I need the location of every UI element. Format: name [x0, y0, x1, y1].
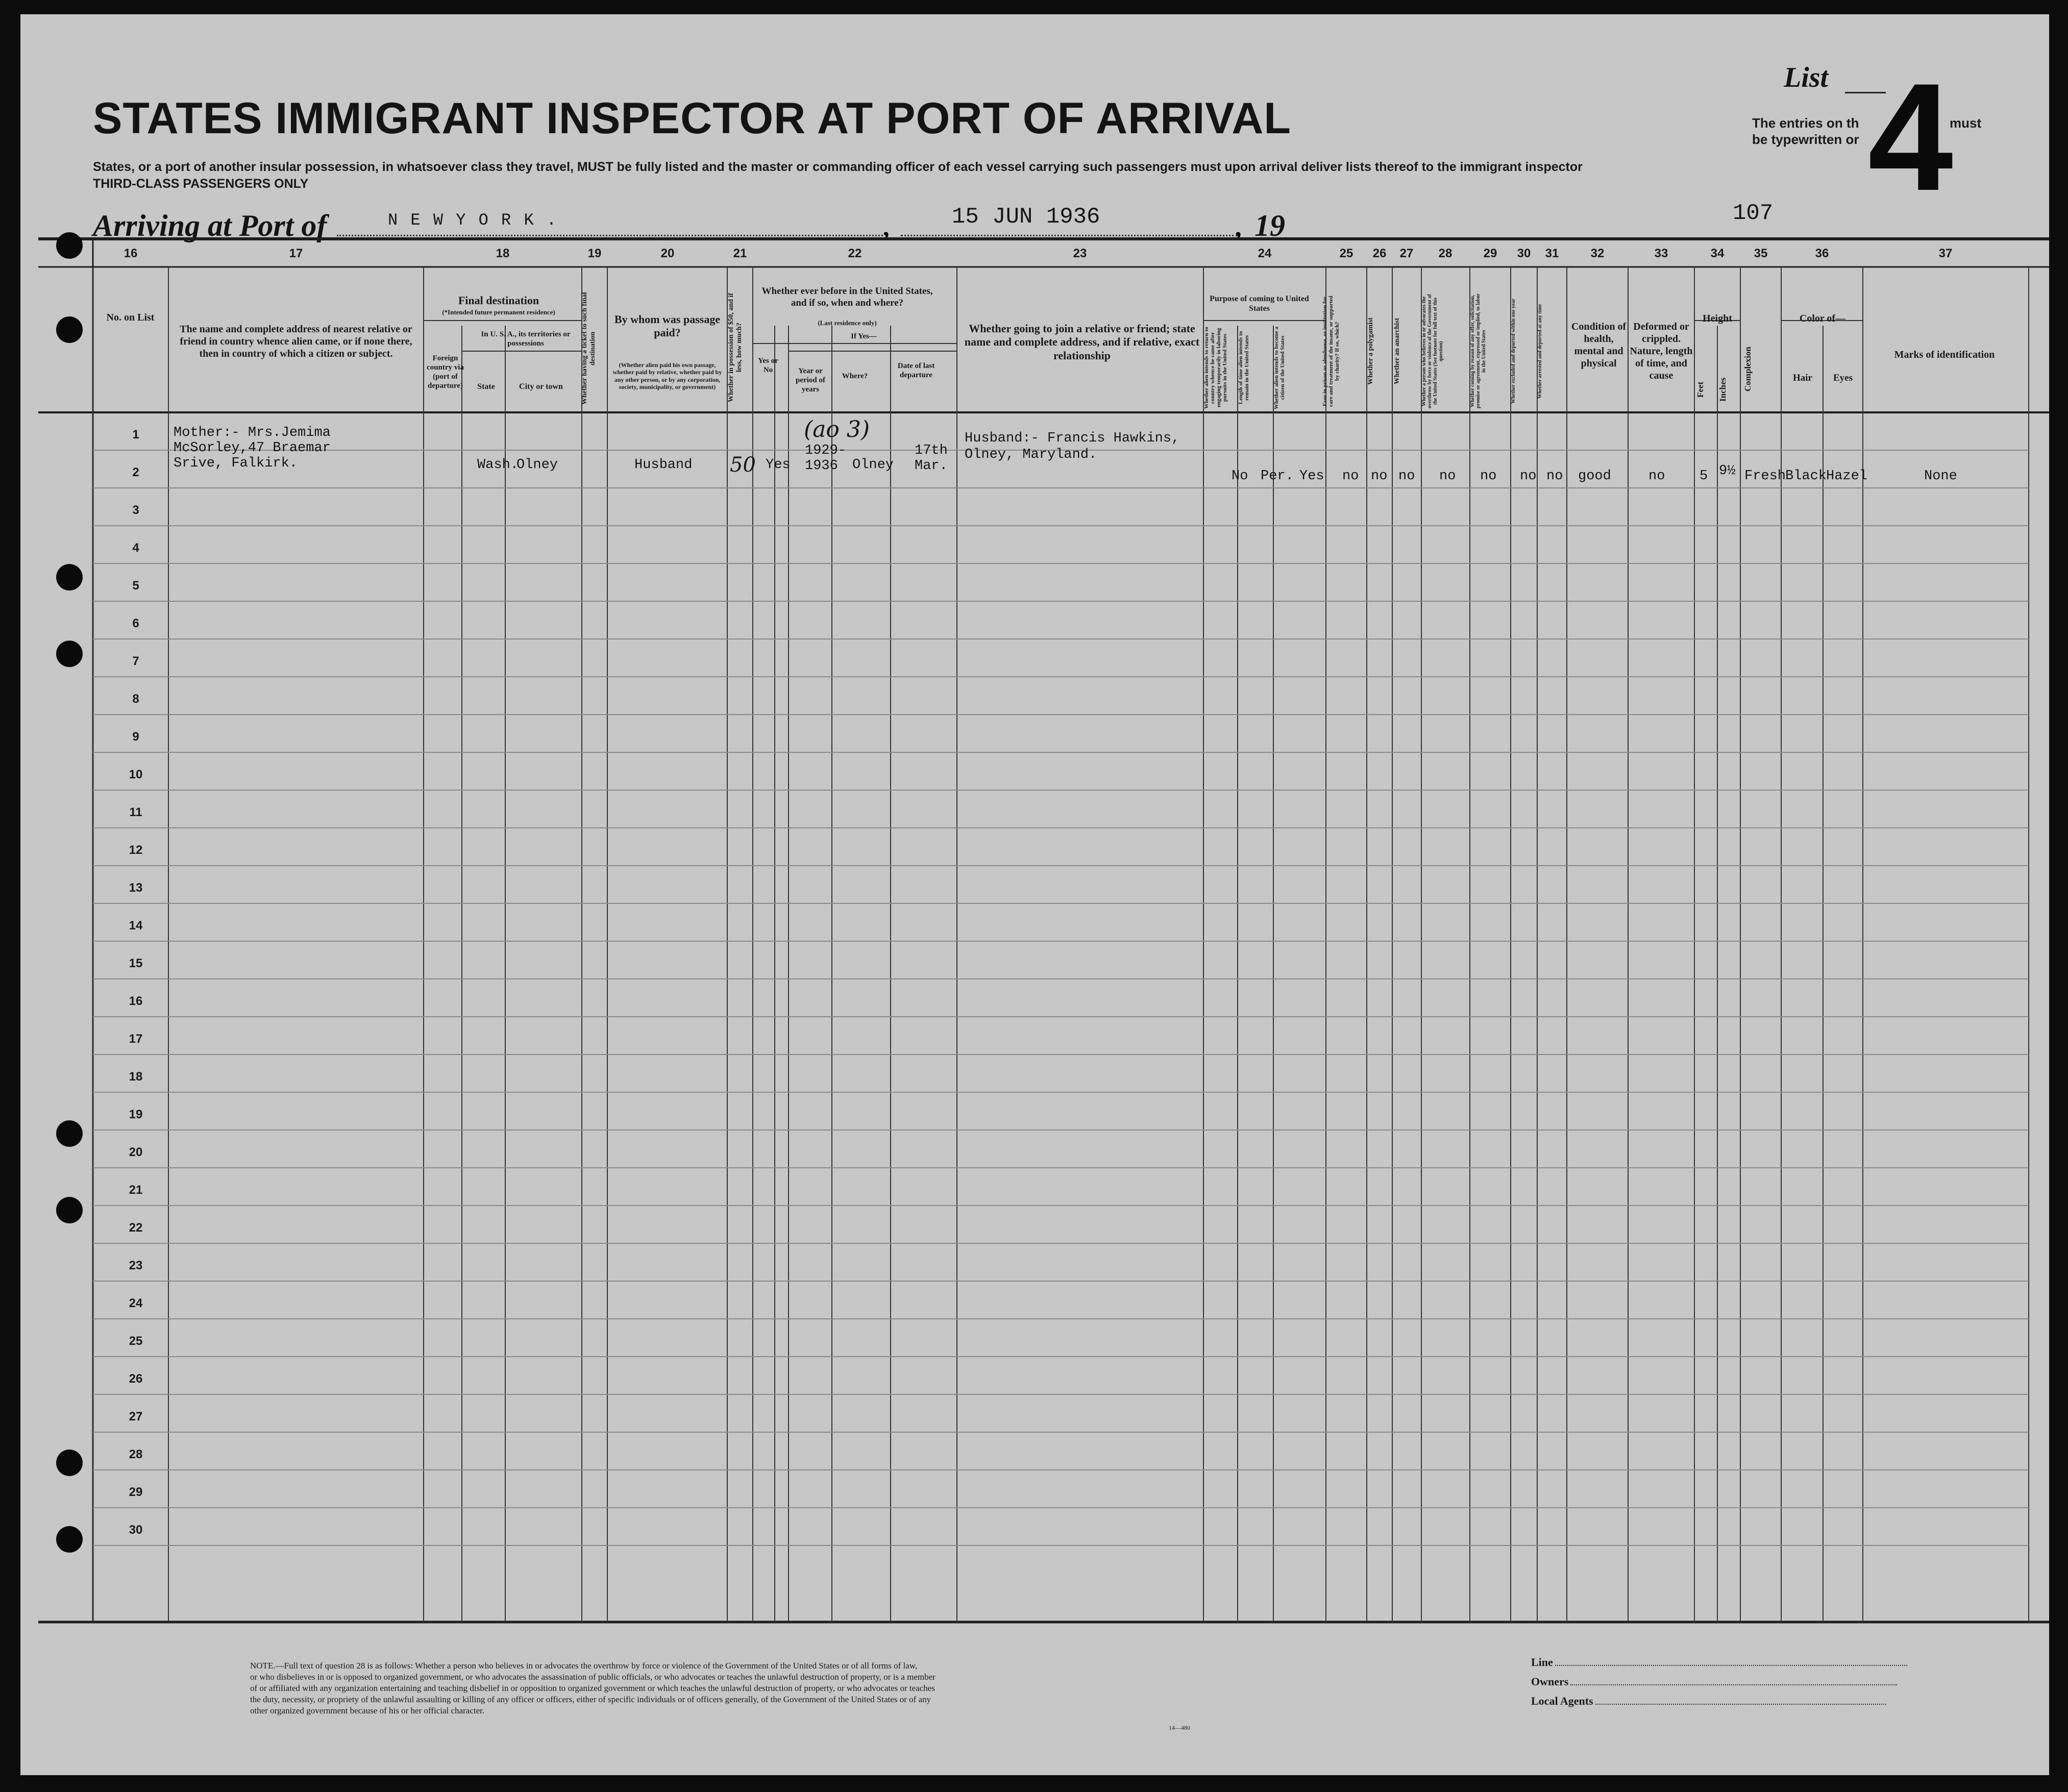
header-relative-address: The name and complete address of nearest relative or friend in country whence alien came, or if none there, then in country of which a citizen or subject.	[180, 324, 412, 359]
binder-hole	[56, 1450, 83, 1476]
entry-state: Wash.	[477, 457, 519, 473]
column-number: 30	[1517, 247, 1531, 260]
header-yes-no: Yes or No	[758, 357, 778, 374]
header-anarchist: Whether an anarchist	[1393, 317, 1401, 385]
entry-years-annotation: (ao 3)	[804, 416, 870, 443]
page-title: STATES IMMIGRANT INSPECTOR AT PORT OF ARRIVAL	[93, 94, 1291, 143]
binder-hole	[56, 564, 83, 591]
header-passage-paid-sub: (Whether alien paid his own passage, whether paid by relative, whether paid by any other person, or by any corporation, society, municipality, or government)	[612, 361, 722, 391]
row-number: 18	[129, 1070, 143, 1084]
row-number: 24	[129, 1296, 143, 1310]
header-money: Whether in possession of $50, and if less, how much?	[727, 292, 743, 402]
column-number: 16	[124, 247, 138, 260]
entry-feet: 5	[1700, 469, 1708, 484]
entry-length: Per.	[1261, 469, 1294, 484]
column-number: 17	[289, 247, 303, 260]
list-label: List	[1784, 62, 1829, 93]
footnote-line-2: or who disbelieves in or is opposed to organized government, or who advocates the assassination of public officials, or who advocates or teaches the unlawful destruction of property, or is a member	[250, 1672, 935, 1682]
row-number: 21	[129, 1183, 143, 1197]
row-number: 5	[132, 579, 139, 593]
entry-deformed: no	[1648, 469, 1665, 484]
entries-note-1: The entries on th	[1752, 115, 1859, 131]
row-number: 8	[132, 692, 139, 706]
column-number: 31	[1545, 247, 1559, 260]
row-number: 3	[132, 503, 139, 517]
column-number: 22	[848, 247, 862, 260]
entry-q28: no	[1439, 469, 1456, 484]
port-value: N E W Y O R K .	[388, 211, 558, 230]
column-number: 37	[1938, 247, 1953, 260]
entry-date	[915, 443, 948, 474]
entry-city: Olney	[516, 457, 558, 473]
entry-relative-line-1: Mother:- Mrs.Jemima	[174, 425, 331, 440]
arriving-label: Arriving at Port of	[93, 209, 327, 242]
entry-eyes: Hazel	[1826, 469, 1868, 484]
column-number: 27	[1399, 247, 1414, 260]
footnote	[250, 1660, 1271, 1716]
entry-return: No	[1232, 469, 1248, 484]
header-return: Whether alien intends to return to country whence he came after engaging temporarily in laboring pursuits in the United States	[1203, 327, 1228, 409]
row-number: 4	[132, 541, 139, 555]
column-number: 19	[587, 247, 602, 260]
entry-anarchist: no	[1398, 469, 1415, 484]
header-in-usa: In U. S. A., its territories or possessions	[481, 330, 571, 348]
footnote-line-3: of or affiliated with any organization entertaining and teaching disbelief in or opposition to organized government or which teaches the unlawful destruction of property, or who advocates or teaches	[250, 1683, 935, 1693]
date-stamp: 15 JUN 1936	[952, 204, 1100, 230]
line-label: Line	[1531, 1653, 1907, 1672]
header-length: Length of time alien intends to remain in the United States	[1238, 331, 1250, 405]
entry-joining-line-2: Olney, Maryland.	[965, 447, 1097, 462]
entry-health: good	[1578, 469, 1611, 484]
row-number: 12	[129, 843, 143, 857]
header-year: Year or period of years	[796, 367, 825, 394]
column-number: 35	[1754, 247, 1768, 260]
column-number: 32	[1590, 247, 1605, 260]
header-purpose: Purpose of coming to United States	[1210, 294, 1309, 313]
binder-hole	[56, 316, 83, 343]
comma: ,	[883, 213, 890, 241]
row-number: 25	[129, 1334, 143, 1348]
entry-relative	[174, 425, 331, 471]
table-grid	[20, 14, 2049, 1775]
binder-hole	[56, 1197, 83, 1223]
header-if-yes: If Yes—	[851, 332, 877, 340]
header-color: Color of—	[1799, 313, 1846, 324]
entry-where: Olney	[852, 457, 894, 473]
year-prefix: 19	[1254, 209, 1285, 242]
entry-years-line-1: 1929-	[805, 443, 847, 458]
row-number: 29	[129, 1485, 143, 1499]
header-before-us: Whether ever before in the United States, and if so, when and where?	[761, 286, 933, 308]
header-citizen: Whether alien intends to become a citizen of the United States	[1273, 326, 1286, 409]
header-hair: Hair	[1793, 373, 1812, 383]
column-number: 34	[1710, 247, 1725, 260]
entry-years	[805, 443, 846, 474]
row-number: 28	[129, 1447, 143, 1461]
column-number: 29	[1483, 247, 1497, 260]
entry-money: 50	[730, 453, 756, 477]
entries-note-2: must	[1950, 115, 1982, 131]
header-marks: Marks of identification	[1894, 349, 1995, 360]
column-number: 20	[660, 247, 675, 260]
row-number: 1	[132, 428, 139, 441]
entry-inches: 9½	[1719, 463, 1736, 479]
header-city: City or town	[519, 382, 563, 391]
row-number: 2	[132, 465, 139, 479]
column-number: 18	[496, 247, 510, 260]
row-number: 16	[129, 994, 143, 1008]
row-number: 14	[129, 919, 143, 932]
entry-relative-line-3: Srive, Falkirk.	[174, 456, 298, 471]
entry-marks: None	[1924, 469, 1957, 484]
entry-joining-line-1: Husband:- Francis Hawkins,	[965, 431, 1180, 446]
entry-before-us: Yes	[766, 457, 791, 473]
header-date-departure: Date of last departure	[897, 362, 935, 379]
header-deformed: Deformed or crippled. Nature, length of time, and cause	[1630, 321, 1693, 381]
row-number: 7	[132, 654, 139, 668]
entry-q30: no	[1520, 469, 1537, 484]
entry-date-line-1: 17th	[915, 443, 948, 458]
header-where: Where?	[842, 372, 868, 380]
entry-joining	[965, 430, 1179, 463]
header-final-destination: Final destination	[458, 294, 539, 307]
entry-relative-line-2: McSorley,47 Braemar	[174, 440, 331, 456]
header-feet: Feet	[1695, 381, 1705, 398]
entry-prison: no	[1342, 469, 1359, 484]
entry-polygamist: no	[1371, 469, 1388, 484]
owners-label: Owners	[1531, 1672, 1907, 1691]
header-height: Height	[1703, 313, 1732, 324]
manifest-sheet	[20, 14, 2049, 1775]
row-number: 22	[129, 1221, 143, 1235]
entry-citizen: Yes	[1299, 469, 1324, 484]
entry-date-line-2: Mar.	[915, 458, 948, 474]
header-final-destination-sub: (*Intended future permanent residence)	[442, 308, 555, 316]
binder-hole	[56, 1526, 83, 1553]
row-number: 10	[129, 768, 143, 781]
page-number: 107	[1733, 201, 1774, 226]
header-no-on-list-text: No. on List	[106, 312, 155, 323]
header-polygamist: Whether a polygamist	[1367, 317, 1374, 385]
entry-complexion: Fresh	[1744, 469, 1786, 484]
header-joining: Whether going to join a relative or friend; state name and complete address, and if relative, exact relationship	[964, 322, 1200, 362]
header-health: Condition of health, mental and physical	[1571, 321, 1627, 369]
header-complexion: Complexion	[1743, 347, 1753, 391]
header-eyes: Eyes	[1833, 373, 1853, 383]
footnote-line-4: the duty, necessity, or propriety of the unlawful assaulting or killing of any officer or officers, either of specific individuals or of officers generally, of the Government of the United States or of any	[250, 1695, 931, 1705]
list-number: 4	[1868, 51, 1953, 223]
row-number: 11	[129, 805, 142, 819]
header-q28: Whether a person who believes in or advocates the overthrow by force or violence of the Government of the United States (See footnote for full text of this question)	[1421, 294, 1444, 408]
header-state: State	[477, 382, 495, 391]
footnote-line-5: other organized government because of his or her official character.	[250, 1706, 485, 1716]
row-number: 17	[129, 1032, 143, 1046]
header-prison: Ever in prison or almshouse, or institution for care and treatment of the insane, or supported by charity? If so, which?	[1322, 296, 1340, 407]
header-before-us-sub: (Last residence only)	[818, 319, 877, 327]
header-q29: Whether coming by reason of any offer, solicitation, promise or agreement, expressed or implied, to labor in the United States	[1470, 293, 1487, 409]
row-number: 19	[129, 1108, 143, 1121]
entries-note-3: be typewritten or	[1752, 132, 1859, 147]
column-number: 24	[1258, 247, 1272, 260]
footnote-line-1: NOTE.—Full text of question 28 is as follows: Whether a person who believes in or advocates the overthrow by force or violence of the Government of the United States or of all forms of law,	[250, 1661, 918, 1671]
entry-years-line-2: 1936	[805, 458, 838, 474]
row-number: 26	[129, 1372, 143, 1386]
instruction-line: States, or a port of another insular possession, in whatsoever class they travel, MUST be fully listed and the master or commanding officer of each vessel carrying such passengers must upon arrival deliver lists thereof to the immigrant inspector	[93, 160, 1583, 174]
column-number: 33	[1654, 247, 1668, 260]
row-number: 23	[129, 1259, 143, 1272]
vessel-info	[1531, 1653, 1907, 1711]
form-number: 14—480	[1169, 1724, 1190, 1731]
entry-hair: Black	[1785, 469, 1827, 484]
header-passage-paid: By whom was passage paid?	[614, 313, 721, 339]
agents-label: Local Agents	[1531, 1691, 1907, 1711]
column-number: 21	[733, 247, 747, 260]
row-number: 30	[129, 1523, 143, 1537]
row-number: 6	[132, 617, 139, 630]
column-number: 23	[1073, 247, 1087, 260]
row-number: 15	[129, 956, 143, 970]
comma-2: ,	[1235, 213, 1242, 241]
column-number: 26	[1372, 247, 1387, 260]
binder-hole	[56, 1120, 83, 1147]
column-number: 25	[1339, 247, 1353, 260]
column-number: 36	[1815, 247, 1829, 260]
header-inches: Inches	[1718, 377, 1728, 402]
row-number: 20	[129, 1145, 143, 1159]
binder-hole	[56, 232, 83, 259]
header-foreign-country: Foreign country via (port of departure)	[427, 354, 464, 390]
header-ticket: Whether having a ticket to such final destination	[581, 292, 597, 405]
column-number: 28	[1438, 247, 1452, 260]
entry-q31: no	[1546, 469, 1563, 484]
row-number: 13	[129, 881, 143, 895]
binder-hole	[56, 641, 83, 667]
entry-passage-paid: Husband	[634, 457, 693, 473]
row-number: 9	[132, 730, 139, 744]
instruction-class: THIRD-CLASS PASSENGERS ONLY	[93, 177, 309, 191]
entry-q29: no	[1480, 469, 1497, 484]
header-q30: Whether excluded and deported within one year	[1511, 299, 1516, 404]
row-number: 27	[129, 1410, 143, 1423]
header-q31: Whether arrested and deported at any time	[1537, 304, 1543, 399]
